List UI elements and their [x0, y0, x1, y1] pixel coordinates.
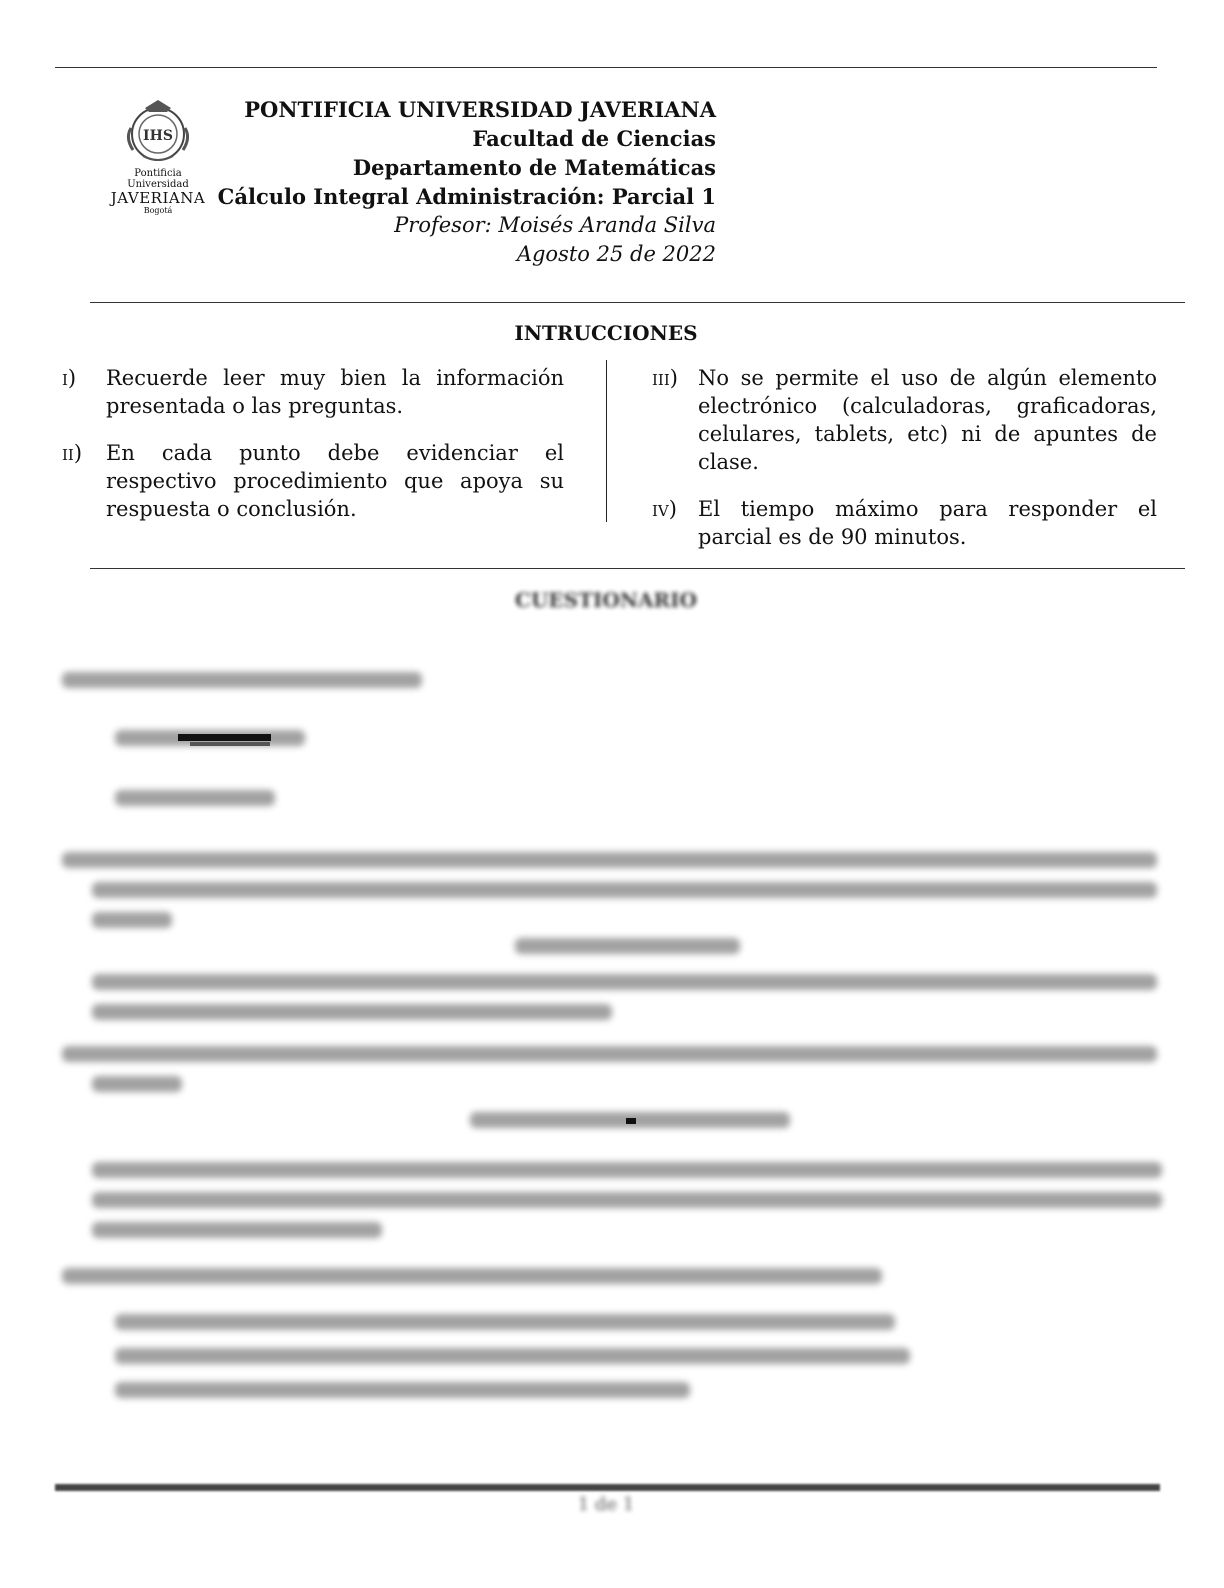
- professor-name: Profesor: Moisés Aranda Silva: [394, 213, 716, 237]
- instruction-text: No se permite el uso de algún elemento electrónico (calculadoras, graficadoras, celulares, tablets, etc) ni de apuntes de clase.: [698, 366, 1157, 474]
- instruction-text: Recuerde leer muy bien la información presentada o las preguntas.: [106, 366, 564, 418]
- blurred-text-placeholder-icon: [0, 650, 1224, 1584]
- instruction-item: [652, 364, 1157, 476]
- instruction-text: El tiempo máximo para responder el parcial es de 90 minutos.: [698, 497, 1157, 549]
- questionnaire-title: CUESTIONARIO: [515, 588, 697, 612]
- faculty-name: Facultad de Ciencias: [472, 126, 716, 151]
- university-logo: [104, 98, 212, 215]
- instruction-marker: iv): [652, 497, 677, 521]
- exam-date: Agosto 25 de 2022: [516, 242, 716, 266]
- instruction-text: En cada punto debe evidenciar el respectivo procedimiento que apoya su respuesta o conclusión.: [106, 441, 564, 521]
- fraction-bar: [178, 734, 271, 741]
- logo-line-3: Bogotá: [143, 206, 173, 215]
- footer-rule: [55, 1484, 1160, 1491]
- instruction-item: [62, 439, 564, 523]
- instructions-right-column: [652, 364, 1157, 570]
- instruction-marker: i): [62, 366, 77, 390]
- fraction-bar-shadow: [190, 742, 270, 746]
- redacted-questions-area: [0, 650, 1224, 1584]
- course-title: Cálculo Integral Administración: Parcial 1: [217, 184, 716, 209]
- section-rule: [90, 568, 1185, 569]
- instruction-item: [652, 495, 1157, 551]
- logo-line-2: JAVERIANA: [110, 189, 206, 207]
- university-crest-icon: [123, 98, 193, 166]
- university-name: PONTIFICIA UNIVERSIDAD JAVERIANA: [244, 97, 716, 122]
- instructions-title: INTRUCCIONES: [514, 321, 698, 345]
- instructions-left-column: [62, 364, 564, 542]
- logo-line-1: Pontificia Universidad: [127, 168, 189, 190]
- fraction-bar-small: [626, 1118, 636, 1124]
- instruction-marker: ii): [62, 441, 83, 465]
- department-name: Departamento de Matemáticas: [352, 155, 716, 180]
- page-number: 1 de 1: [577, 1494, 635, 1515]
- instruction-item: [62, 364, 564, 420]
- document-header: [218, 95, 716, 269]
- svg-text:IHS: IHS: [143, 128, 173, 144]
- header-rule: [55, 67, 1157, 68]
- section-rule: [90, 302, 1185, 303]
- column-divider: [606, 360, 607, 522]
- instruction-marker: iii): [652, 366, 678, 390]
